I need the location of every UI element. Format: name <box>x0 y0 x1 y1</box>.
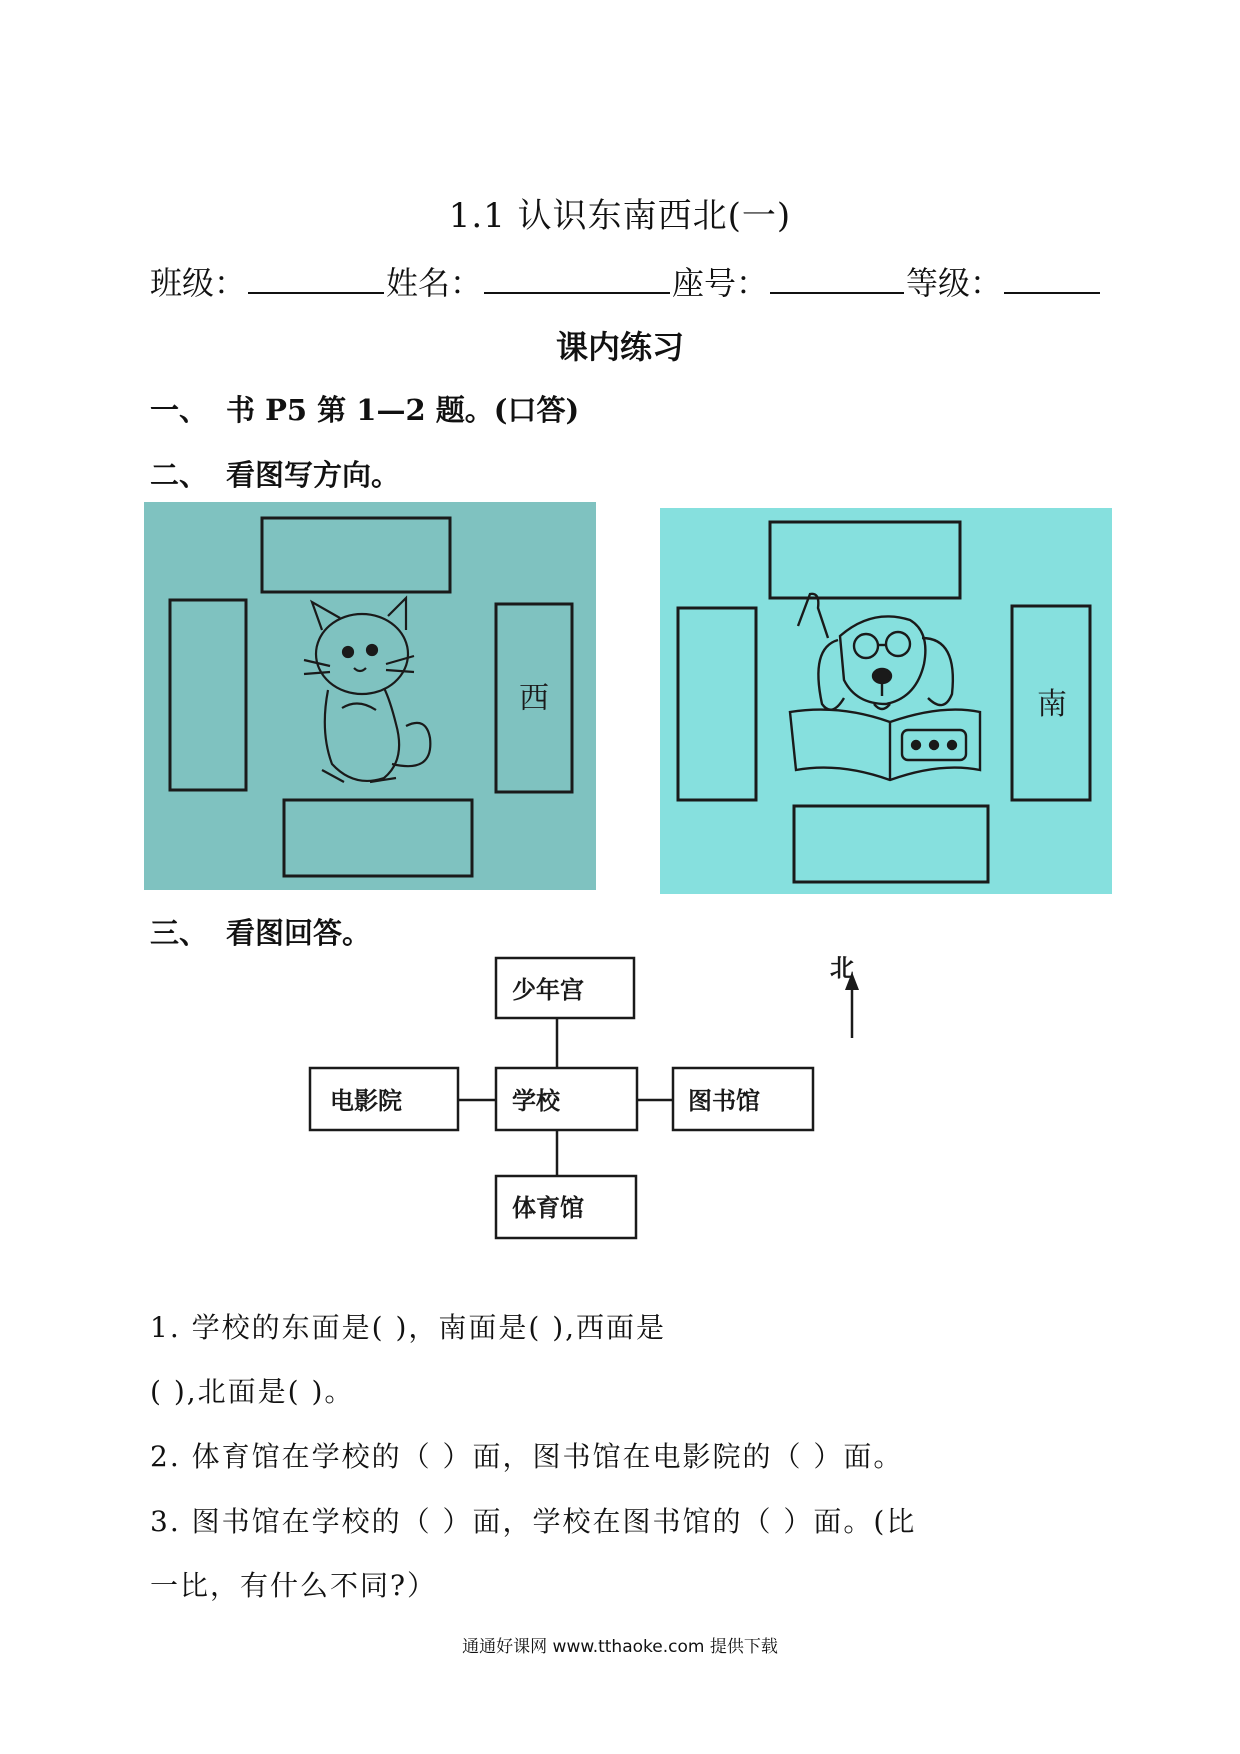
footer-credit: 通通好课网 www.tthaoke.com 提供下载 <box>462 1637 778 1657</box>
grade-label: 等级： <box>906 264 1003 302</box>
question-1-line-1: 1. 学校的东面是( )，南面是( ),西面是 <box>150 1311 667 1344</box>
section-1 <box>150 388 579 429</box>
class-field[interactable] <box>248 292 384 294</box>
page-title: 1.1 认识东南西北(一) <box>448 196 792 236</box>
left-direction-picture <box>144 502 596 890</box>
section-1-number: 一、 <box>150 393 209 427</box>
section-2-number: 二、 <box>150 458 209 492</box>
section-3-text: 看图回答。 <box>226 916 372 950</box>
right-direction-picture <box>660 508 1112 894</box>
section-2 <box>150 453 400 494</box>
map-label-bottom: 体育馆 <box>512 1194 584 1222</box>
north-label: 北 <box>830 954 854 982</box>
left-given-direction: 西 <box>519 681 549 716</box>
location-map <box>300 950 880 1250</box>
question-3-line-1: 3. 图书馆在学校的（ ）面，学校在图书馆的（ ）面。(比 <box>150 1505 917 1538</box>
question-3-line-2: 一比，有什么不同?） <box>150 1569 438 1602</box>
name-label: 姓名： <box>386 264 483 302</box>
map-label-top: 少年宫 <box>512 976 584 1004</box>
section-3 <box>150 911 371 952</box>
seat-field[interactable] <box>770 292 904 294</box>
name-field[interactable] <box>484 292 670 294</box>
map-label-left: 电影院 <box>330 1087 402 1115</box>
map-label-right: 图书馆 <box>688 1087 760 1115</box>
section-subtitle: 课内练习 <box>555 328 684 366</box>
class-label: 班级： <box>150 264 247 302</box>
grade-field[interactable] <box>1004 292 1100 294</box>
question-2: 2. 体育馆在学校的（ ）面，图书馆在电影院的（ ）面。 <box>150 1440 904 1473</box>
question-1-line-2: ( ),北面是( )。 <box>150 1375 355 1408</box>
map-label-center: 学校 <box>512 1087 560 1115</box>
section-2-text: 看图写方向。 <box>226 458 401 492</box>
section-3-number: 三、 <box>150 916 209 950</box>
seat-label: 座号： <box>672 264 769 302</box>
section-1-text: 书 P5 第 1—2 题。(口答) <box>226 393 580 427</box>
right-given-direction: 南 <box>1037 687 1067 722</box>
